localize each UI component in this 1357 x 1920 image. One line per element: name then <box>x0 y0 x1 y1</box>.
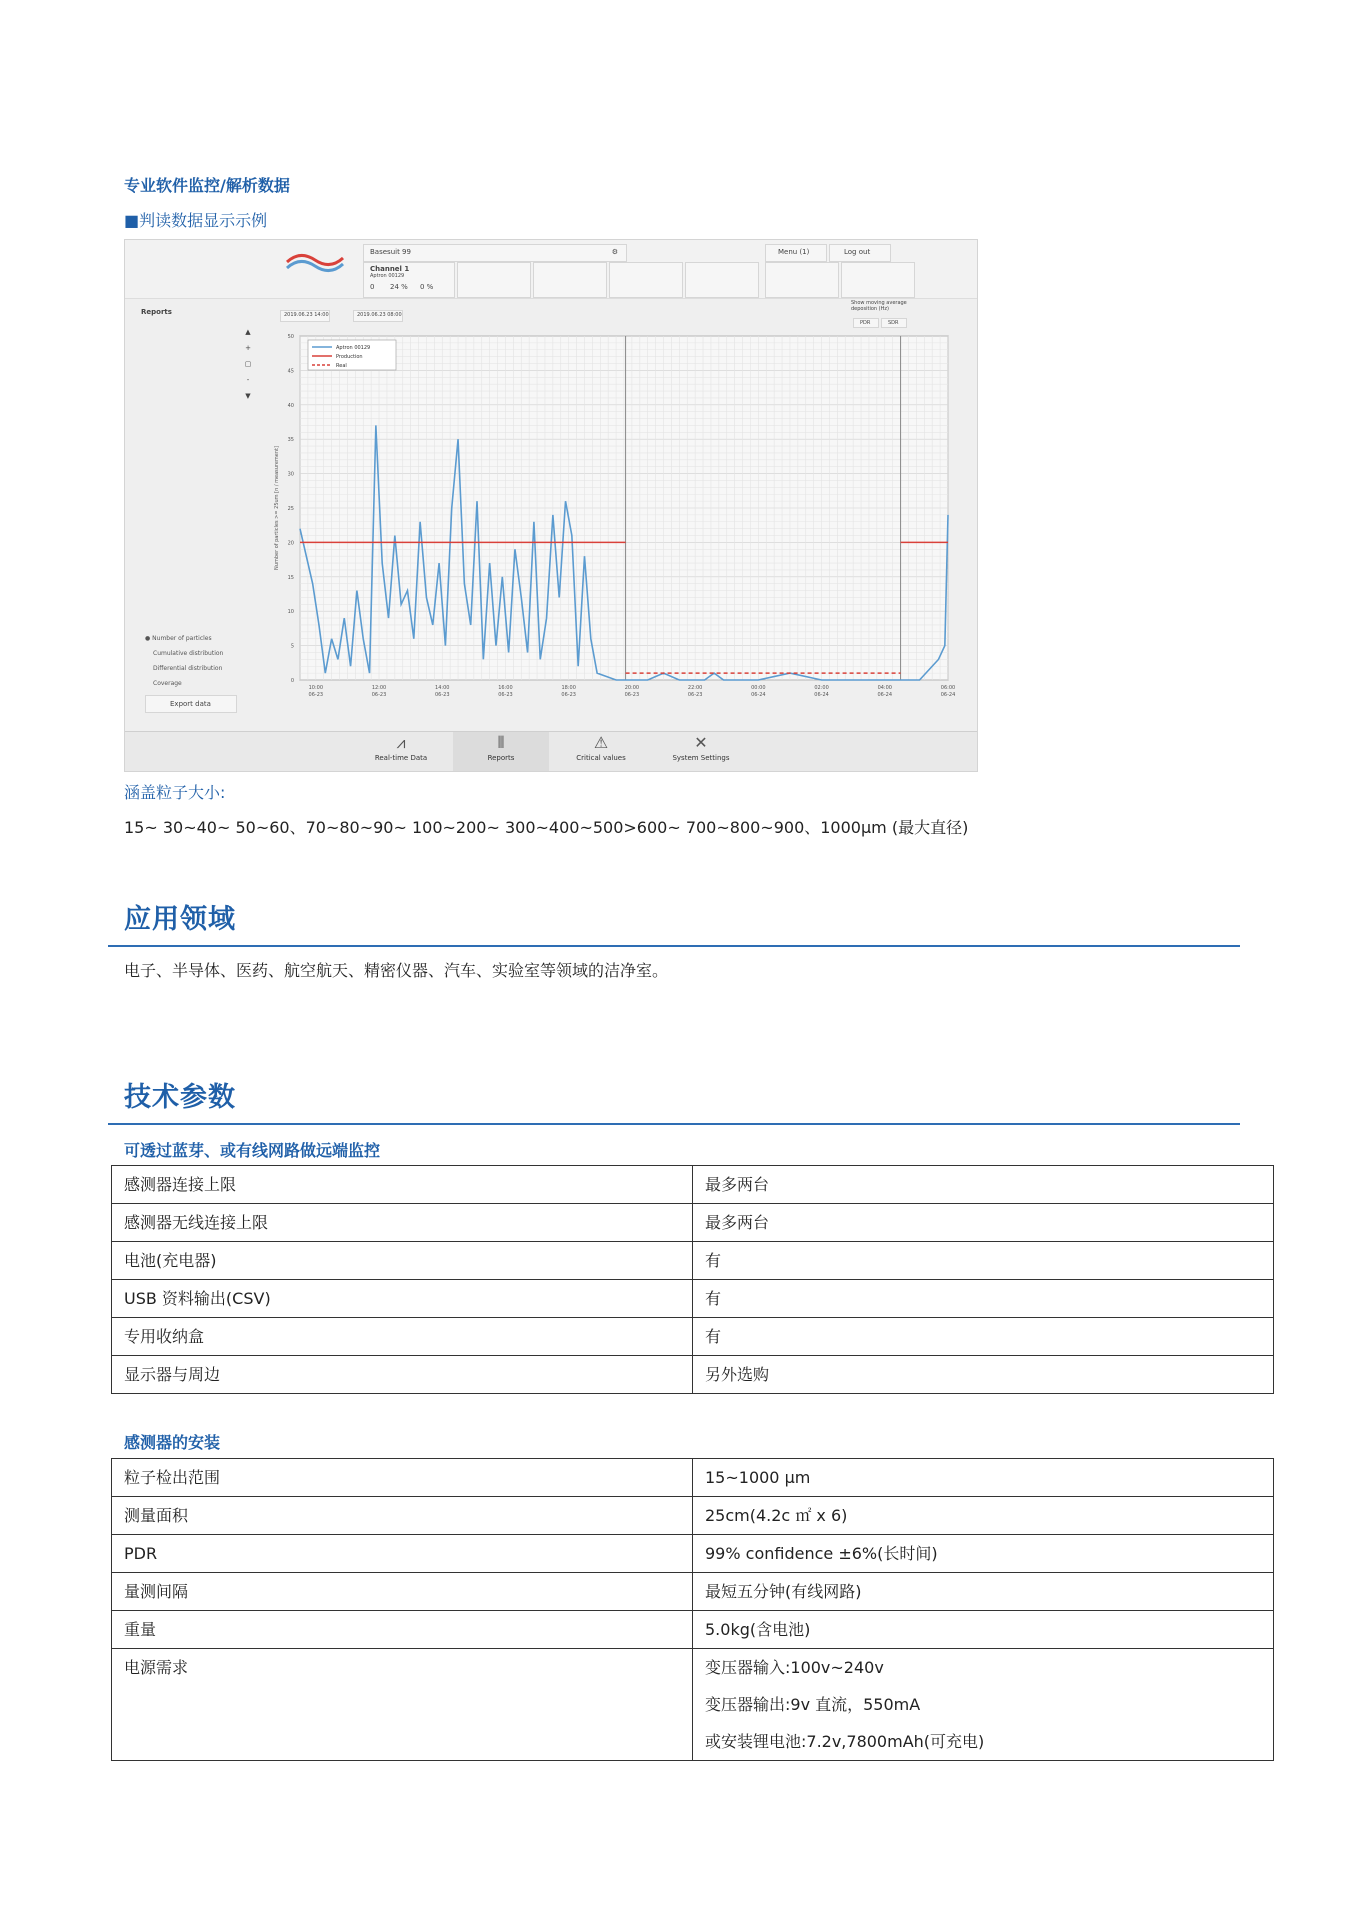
spec-value-text: 25cm(4.2c ㎡ x 6) <box>705 1506 848 1525</box>
x-tick-sublabel: 06-24 <box>940 692 956 698</box>
spec-key-text: 感测器无线连接上限 <box>124 1213 269 1232</box>
spec-value-line: 变压器输入:100v~240v <box>705 1658 884 1677</box>
spec-key-text: 电池(充电器) <box>124 1251 217 1270</box>
spec-value-line: 变压器输出:9v 直流，550mA <box>705 1695 921 1714</box>
x-tick-label: 16:00 <box>498 685 513 691</box>
y-tick-label: 50 <box>287 334 294 340</box>
legend-label: Aptron 00129 <box>336 345 371 351</box>
channel-slot-3[interactable] <box>533 262 607 298</box>
option-coverage[interactable] <box>153 680 182 687</box>
spec-key <box>112 1459 693 1497</box>
x-tick-label: 12:00 <box>371 685 387 691</box>
option-differential[interactable] <box>153 665 222 672</box>
channel-slot-7[interactable] <box>841 262 915 298</box>
spec-key <box>112 1242 693 1280</box>
spec-key-text: 电源需求 <box>124 1658 189 1677</box>
option-label: Number of particles <box>152 635 212 642</box>
export-label: Export data <box>170 700 211 708</box>
screenshot-caption: ■判读数据显示示例 <box>124 211 268 230</box>
spec-value <box>693 1242 1274 1280</box>
zoom-controls <box>242 328 254 408</box>
menu-label: Menu (1) <box>778 248 810 256</box>
date-to-value: 2019.06.23 08:00 <box>357 312 402 318</box>
sizes-label: 涵盖粒子大小: <box>124 783 226 802</box>
tab-critical-values[interactable] <box>553 732 649 772</box>
legend-label: Real <box>336 363 347 369</box>
spec-key <box>112 1280 693 1318</box>
reading-2: 0 % <box>420 283 434 291</box>
date-from-value: 2019.06.23 14:00 <box>284 312 329 318</box>
x-tick-sublabel: 06-23 <box>434 692 450 698</box>
x-tick-sublabel: 06-23 <box>561 692 576 698</box>
zoom-out-icon[interactable]: - <box>246 376 250 384</box>
zoom-box-icon[interactable]: ▢ <box>244 360 252 368</box>
spec-value-text: 有 <box>705 1327 722 1346</box>
spec-value-line: 或安装锂电池:7.2v,7800mAh(可充电) <box>705 1732 985 1751</box>
spec-value-text: 99% confidence ±6%(长时间) <box>705 1544 938 1563</box>
channel-sub: Aptron 00129 <box>370 273 405 279</box>
x-tick-sublabel: 06-23 <box>308 692 324 698</box>
spec-table-1 <box>111 1165 1274 1394</box>
spec-value <box>693 1611 1274 1649</box>
zoom-in-icon[interactable]: + <box>245 344 251 352</box>
x-tick-label: 00:00 <box>751 685 766 691</box>
spec-key-text: 感测器连接上限 <box>124 1175 237 1194</box>
spec-key-text: 粒子检出范围 <box>124 1468 221 1487</box>
channel-slot-5[interactable] <box>685 262 759 298</box>
y-tick-label: 5 <box>290 643 294 650</box>
x-tick-label: 02:00 <box>814 685 829 691</box>
spec-value-text: 有 <box>705 1289 722 1308</box>
tools-icon: ✕ <box>694 733 708 752</box>
settings-icon[interactable]: ⚙ <box>611 248 618 256</box>
application-text: 电子、半导体、医药、航空航天、精密仪器、汽车、实验室等领域的洁净室。 <box>124 961 669 980</box>
spec-key <box>112 1573 693 1611</box>
reading-1: 24 % <box>390 283 408 291</box>
sizes-text: 15~ 30~40~ 50~60、70~80~90~ 100~200~ 300~400~500>600~ 700~800~900、1000μm (最大直径) <box>124 818 969 837</box>
warning-icon: ⚠ <box>593 733 609 752</box>
particle-chart <box>260 324 960 724</box>
x-tick-label: 20:00 <box>624 685 640 691</box>
software-screenshot <box>124 239 978 772</box>
pdr-label: PDR <box>860 320 871 326</box>
table-row <box>112 1356 1274 1394</box>
table2-title: 感测器的安装 <box>124 1433 221 1452</box>
x-tick-label: 18:00 <box>561 685 576 691</box>
x-tick-sublabel: 06-23 <box>371 692 387 698</box>
option-label: Differential distribution <box>153 665 223 672</box>
x-tick-label: 22:00 <box>687 685 703 691</box>
channel-slot-2[interactable] <box>457 262 531 298</box>
spec-key-text: PDR <box>124 1544 158 1563</box>
legend-label: Production <box>336 354 363 360</box>
x-tick-sublabel: 06-23 <box>687 692 703 698</box>
specs-title: 技术参数 <box>124 1082 236 1113</box>
moving-avg-label: Show moving average deposition (Hz) <box>851 300 907 312</box>
spec-value <box>693 1204 1274 1242</box>
export-data-button[interactable] <box>145 695 237 713</box>
y-tick-label: 30 <box>287 471 294 478</box>
tab-reports[interactable] <box>453 732 549 772</box>
tab-system-settings[interactable] <box>653 732 749 772</box>
y-tick-label: 20 <box>287 540 294 547</box>
nav-down-icon[interactable]: ▼ <box>245 392 251 400</box>
spec-value-text: 最短五分钟(有线网路) <box>705 1582 862 1601</box>
sdr-label: SDR <box>888 320 899 326</box>
spec-key <box>112 1535 693 1573</box>
reports-title: Reports <box>141 308 172 316</box>
x-tick-label: 06:00 <box>940 685 956 691</box>
spec-value <box>693 1573 1274 1611</box>
table-row <box>112 1204 1274 1242</box>
spec-value-text: 5.0kg(含电池) <box>705 1620 811 1639</box>
nav-up-icon[interactable]: ▲ <box>245 328 251 336</box>
option-label: Cumulative distribution <box>153 650 224 657</box>
section-heading-software: 专业软件监控/解析数据 <box>124 176 290 195</box>
spec-key-text: USB 资料输出(CSV) <box>124 1289 271 1308</box>
x-tick-label: 14:00 <box>435 685 450 691</box>
channel-box[interactable] <box>363 262 455 298</box>
table-row <box>112 1535 1274 1573</box>
table-row <box>112 1318 1274 1356</box>
channel-name: Channel 1 <box>370 265 410 273</box>
table-row <box>112 1497 1274 1535</box>
spec-value <box>693 1318 1274 1356</box>
table-row <box>112 1611 1274 1649</box>
application-title: 应用领域 <box>124 904 236 935</box>
spec-value-text: 另外选购 <box>705 1365 770 1384</box>
y-tick-label: 25 <box>287 506 294 512</box>
reading-0: 0 <box>370 283 375 291</box>
spec-value <box>693 1497 1274 1535</box>
spec-key <box>112 1204 693 1242</box>
y-tick-label: 35 <box>287 437 294 444</box>
spec-key <box>112 1166 693 1204</box>
tab-label: System Settings <box>672 754 730 762</box>
spec-value <box>693 1649 1274 1761</box>
x-tick-sublabel: 06-23 <box>498 692 513 698</box>
logout-button[interactable] <box>829 244 891 262</box>
tab-realtime-data[interactable] <box>353 732 449 772</box>
tab-bar <box>125 731 977 772</box>
tab-label: Critical values <box>576 754 626 762</box>
spec-value <box>693 1535 1274 1573</box>
table-row <box>112 1573 1274 1611</box>
spec-value-text: 最多两台 <box>705 1213 770 1232</box>
channel-slot-4[interactable] <box>609 262 683 298</box>
x-tick-sublabel: 06-24 <box>877 692 893 698</box>
spec-key-text: 量测间隔 <box>124 1582 189 1601</box>
spec-key <box>112 1356 693 1394</box>
x-tick-label: 04:00 <box>877 685 892 691</box>
option-label: Coverage <box>153 680 182 687</box>
date-to-input[interactable] <box>353 310 403 322</box>
tab-label: Real-time Data <box>374 754 428 762</box>
table-row <box>112 1649 1274 1761</box>
y-tick-label: 10 <box>287 609 294 616</box>
channel-slot-6[interactable] <box>765 262 839 298</box>
divider <box>108 945 1240 947</box>
bars-icon: ⦀ <box>497 733 505 752</box>
spec-key <box>112 1318 693 1356</box>
spec-key-text: 测量面积 <box>124 1506 189 1525</box>
app-title-box <box>363 244 627 262</box>
x-tick-sublabel: 06-23 <box>624 692 640 698</box>
x-tick-label: 10:00 <box>308 685 324 691</box>
chart-icon: ⩘ <box>396 733 406 752</box>
logo <box>285 248 330 278</box>
spec-value-text: 有 <box>705 1251 722 1270</box>
table-row <box>112 1459 1274 1497</box>
x-tick-sublabel: 06-24 <box>814 692 829 698</box>
app-header <box>125 240 977 299</box>
menu-button[interactable] <box>765 244 827 262</box>
spec-value <box>693 1280 1274 1318</box>
table-row <box>112 1242 1274 1280</box>
spec-table-2 <box>111 1458 1274 1761</box>
spec-key <box>112 1611 693 1649</box>
spec-value <box>693 1166 1274 1204</box>
spec-value-text: 最多两台 <box>705 1175 770 1194</box>
divider <box>108 1123 1240 1125</box>
date-from-input[interactable] <box>280 310 330 322</box>
option-cumulative[interactable] <box>153 650 223 657</box>
x-tick-sublabel: 06-24 <box>751 692 766 698</box>
y-tick-label: 0 <box>290 678 294 684</box>
y-tick-label: 40 <box>287 402 294 409</box>
spec-key-text: 专用收纳盒 <box>124 1327 205 1346</box>
spec-value <box>693 1459 1274 1497</box>
table-row <box>112 1280 1274 1318</box>
spec-value <box>693 1356 1274 1394</box>
y-axis-label: Number of particles >= 25um [n / measurement] <box>274 446 280 570</box>
logout-label: Log out <box>844 248 871 256</box>
y-tick-label: 45 <box>287 368 294 375</box>
spec-key <box>112 1497 693 1535</box>
option-number-of-particles[interactable]: ● Number of particles <box>145 635 212 642</box>
table-row <box>112 1166 1274 1204</box>
spec-key-text: 重量 <box>124 1620 157 1639</box>
tab-label: Reports <box>487 754 515 762</box>
table1-title: 可透过蓝芽、或有线网路做远端监控 <box>124 1141 381 1160</box>
spec-value-text: 15~1000 μm <box>705 1468 811 1487</box>
spec-key-text: 显示器与周边 <box>124 1365 221 1384</box>
y-tick-label: 15 <box>287 574 294 581</box>
spec-key <box>112 1649 693 1761</box>
app-title: Basesuit 99 <box>370 248 411 256</box>
